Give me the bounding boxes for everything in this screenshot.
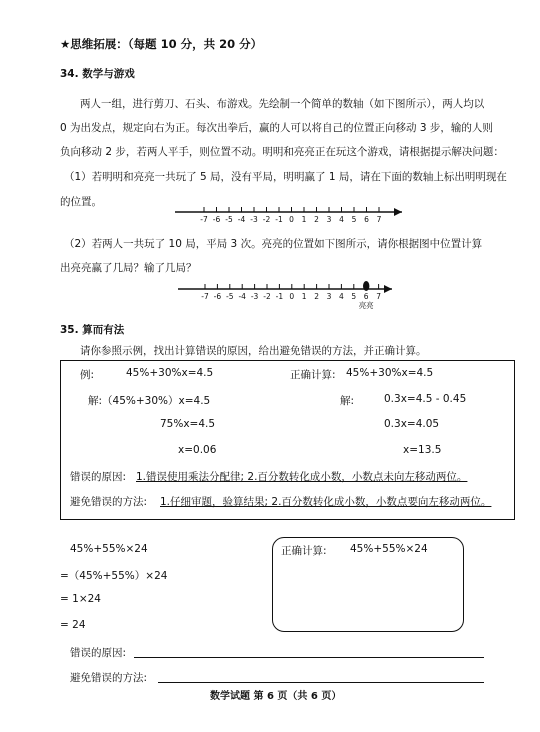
- section-title-text: ★思维拓展：: [60, 37, 128, 51]
- axis-tick-label: -3: [250, 292, 259, 301]
- q35-instruction: 请你参照示例，找出计算错误的原因，给出避免错误的方法，并正确计算。: [80, 345, 427, 357]
- axis-tick-label: -2: [263, 292, 271, 301]
- axis-tick-label: -5: [226, 292, 234, 301]
- axis-tick-label: 3: [326, 292, 332, 301]
- marker-label: 亮亮: [358, 301, 374, 310]
- axis-tick-label: -7: [200, 215, 208, 224]
- example-reason-text: 1.错误使用乘法分配律; 2.百分数转化成小数，小数点未向左移动两位。: [136, 471, 468, 483]
- axis-tick-label: 4: [339, 292, 344, 301]
- wrong-step-2: 75%x=4.5: [160, 418, 216, 430]
- q34-part2-line-2: 出亮亮赢了几局？输了几局？: [60, 262, 197, 274]
- work-avoid-label: 避免错误的方法:: [70, 672, 148, 684]
- example-correct-expression: 45%+30%x=4.5: [346, 367, 434, 379]
- q35-title: 35. 算而有法: [60, 324, 125, 336]
- work-reason-label: 错误的原因:: [70, 647, 127, 659]
- axis-tick-label: 1: [301, 292, 307, 301]
- axis-tick-label: 7: [376, 215, 382, 224]
- axis-tick-label: -6: [212, 215, 221, 224]
- q34-intro-line-1: 两人一组，进行剪刀、石头、布游戏。先绘制一个简单的数轴（如下图所示），两人均以: [80, 98, 485, 110]
- right-step-label: 解:: [340, 395, 355, 407]
- axis-tick-label: 0: [289, 215, 294, 224]
- section-title: [60, 36, 262, 52]
- q34-intro-line-2: 0 为出发点，规定向右为正。每次出拳后，赢的人可以将自己的位置正向移动 3 步，输的人则: [60, 122, 493, 134]
- number-line-1: [0, 200, 540, 240]
- axis-tick-label: 2: [314, 215, 319, 224]
- work-line-4: = 24: [60, 619, 86, 631]
- q34-part1-line-2: 的位置。: [60, 196, 102, 208]
- work-line-2: =（45%+55%）×24: [60, 570, 168, 582]
- page-footer: 数学试题 第 6 页（共 6 页）: [210, 691, 342, 702]
- correct-calc-label: 正确计算:: [281, 545, 327, 557]
- axis-tick-label: 7: [376, 292, 381, 301]
- work-line-3: = 1×24: [60, 593, 101, 605]
- number-line-2: [0, 280, 540, 320]
- example-avoid-label: 避免错误的方法:: [70, 496, 148, 508]
- q34-part2-line-1: （2）若两人一共玩了 10 局，平局 3 次。亮亮的位置如下图所示，请你根据图中位置计算: [64, 238, 483, 250]
- q34-part1-line-1: （1）若明明和亮亮一共玩了 5 局，没有平局，明明赢了 1 局，请在下面的数轴上标出明明现在: [64, 171, 507, 183]
- axis-tick-label: 1: [301, 215, 307, 224]
- axis-tick-label: -6: [213, 292, 222, 301]
- axis-arrow: [384, 285, 392, 293]
- axis-tick-label: -7: [201, 292, 209, 301]
- axis-tick-label: 2: [314, 292, 319, 301]
- axis-tick-label: -3: [250, 215, 258, 224]
- wrong-step-3: x=0.06: [178, 444, 217, 456]
- right-step-2: 0.3x=4.05: [384, 418, 440, 430]
- axis-tick-label: -4: [237, 215, 246, 224]
- example-expression: 45%+30%x=4.5: [126, 367, 214, 379]
- q34-intro-line-3: 负向移动 2 步，若两人平手，则位置不动。明明和亮亮正在玩这个游戏，请根据提示解决问题：: [60, 146, 504, 158]
- right-step-1: 0.3x=4.5 - 0.45: [384, 393, 467, 405]
- example-label: 例:: [80, 369, 95, 381]
- example-correct-label: 正确计算:: [290, 369, 336, 381]
- axis-tick-label: -2: [262, 215, 271, 224]
- position-marker: [363, 281, 369, 291]
- axis-tick-label: 4: [339, 215, 344, 224]
- axis-tick-label: -5: [225, 215, 233, 224]
- q34-title: 34. 数学与游戏: [60, 68, 135, 80]
- correct-calc-expression: 45%+55%×24: [350, 543, 428, 555]
- axis-tick-label: -4: [238, 292, 246, 301]
- axis-arrow: [394, 208, 402, 216]
- example-reason-label: 错误的原因:: [70, 471, 127, 483]
- axis-tick-label: 5: [351, 292, 357, 301]
- axis-tick-label: 3: [326, 215, 332, 224]
- right-step-3: x=13.5: [403, 444, 442, 456]
- axis-tick-label: -1: [275, 215, 283, 224]
- work-line-1: 45%+55%×24: [70, 543, 148, 555]
- wrong-step-1: 解:（45%+30%）x=4.5: [88, 395, 211, 407]
- reason-answer-line[interactable]: [134, 657, 484, 658]
- axis-tick-label: 6: [363, 292, 369, 301]
- example-avoid-text: 1.仔细审题，验算结果; 2.百分数转化成小数，小数点要向左移动两位。: [160, 496, 492, 508]
- axis-tick-label: 5: [351, 215, 357, 224]
- axis-tick-label: -1: [275, 292, 284, 301]
- section-score: （每题 10 分，共 20 分）: [127, 37, 263, 51]
- axis-tick-label: 6: [364, 215, 369, 224]
- axis-tick-label: 0: [289, 292, 295, 301]
- avoid-answer-line[interactable]: [158, 682, 484, 683]
